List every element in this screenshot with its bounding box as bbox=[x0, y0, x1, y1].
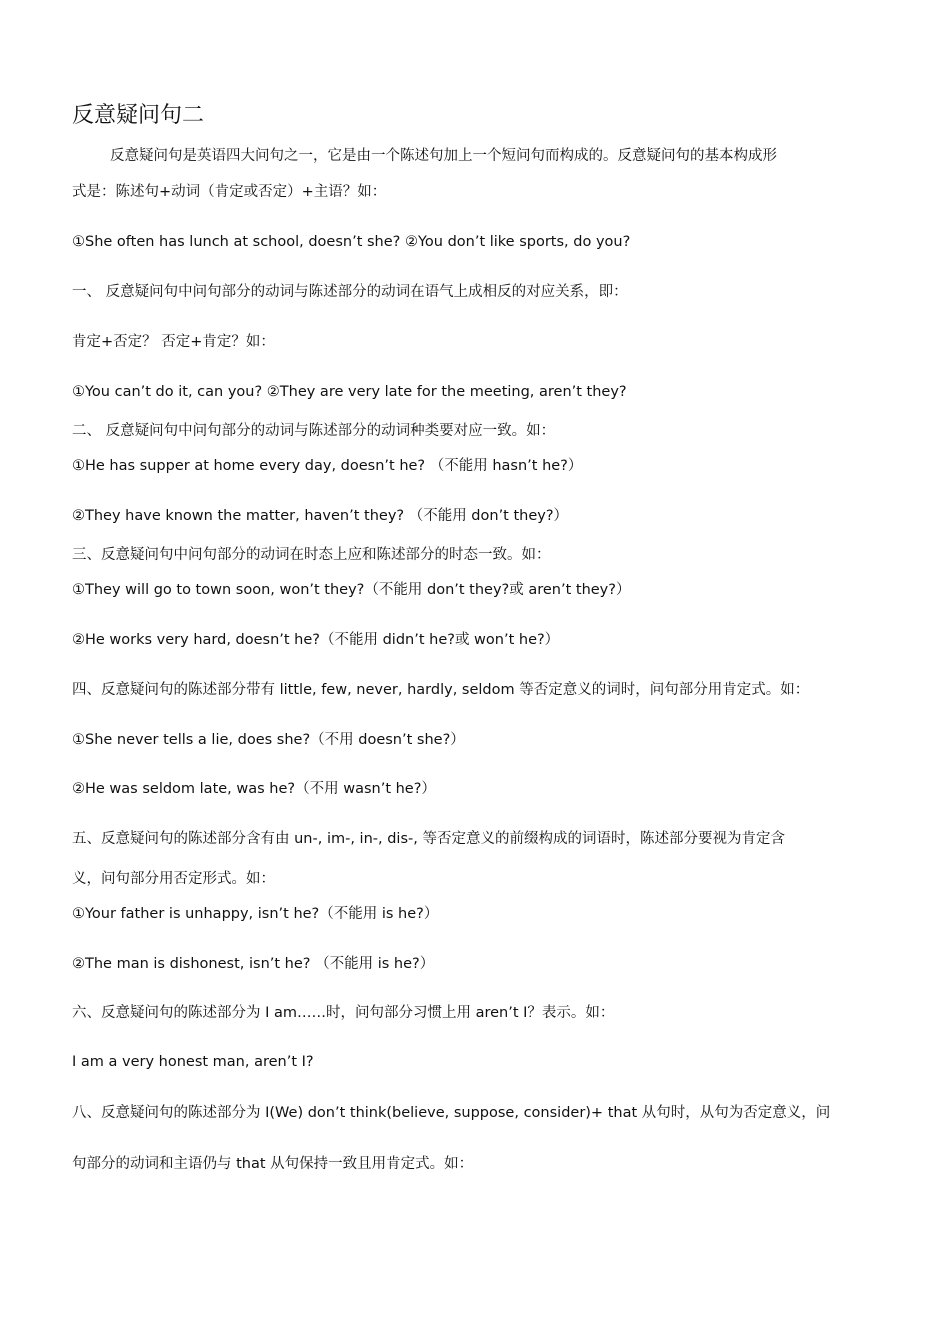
section-3-example-1: ①They will go to town soon, won’t they?（不能用 don’t they?或 aren’t they?） bbox=[72, 582, 631, 598]
intro-paragraph-line-1: 反意疑问句是英语四大问句之一，它是由一个陈述句加上一个短问句而构成的。反意疑问句的基本构成形 bbox=[110, 148, 777, 164]
section-5-example-2: ②The man is dishonest, isn’t he? （不能用 is he?） bbox=[72, 956, 435, 972]
intro-paragraph-line-2: 式是：陈述句+动词（肯定或否定）+主语？如： bbox=[72, 184, 387, 200]
section-8-heading-line-1: 八、反意疑问句的陈述部分为 I(We) don’t think(believe, suppose, consider)+ that 从句时，从句为否定意义，问 bbox=[72, 1105, 831, 1121]
section-1-rule: 肯定+否定？ 否定+肯定？如： bbox=[72, 334, 275, 350]
section-5-example-1: ①Your father is unhappy, isn’t he?（不能用 is he?） bbox=[72, 906, 439, 922]
section-4-example-2: ②He was seldom late, was he?（不用 wasn’t he?） bbox=[72, 781, 436, 797]
section-5-heading-line-2: 义，问句部分用否定形式。如： bbox=[72, 871, 275, 887]
section-1-heading: 一、 反意疑问句中问句部分的动词与陈述部分的动词在语气上成相反的对应关系，即： bbox=[72, 284, 628, 300]
section-2-heading: 二、 反意疑问句中问句部分的动词与陈述部分的动词种类要对应一致。如： bbox=[72, 423, 556, 439]
section-4-heading: 四、反意疑问句的陈述部分带有 little, few, never, hardly, seldom 等否定意义的词时，问句部分用肯定式。如： bbox=[72, 682, 810, 698]
section-3-heading: 三、反意疑问句中问句部分的动词在时态上应和陈述部分的时态一致。如： bbox=[72, 547, 551, 563]
section-3-example-2: ②He works very hard, doesn’t he?（不能用 didn’t he?或 won’t he?） bbox=[72, 632, 560, 648]
section-2-example-2: ②They have known the matter, haven’t they? （不能用 don’t they?） bbox=[72, 508, 569, 524]
section-2-example-1: ①He has supper at home every day, doesn’t he? （不能用 hasn’t he?） bbox=[72, 458, 583, 474]
intro-example: ①She often has lunch at school, doesn’t she? ②You don’t like sports, do you? bbox=[72, 234, 631, 250]
page-title: 反意疑问句二 bbox=[72, 103, 205, 128]
section-6-heading: 六、反意疑问句的陈述部分为 I am……时，问句部分习惯上用 aren’t I？表示。如： bbox=[72, 1005, 615, 1021]
section-8-heading-line-2: 句部分的动词和主语仍与 that 从句保持一致且用肯定式。如： bbox=[72, 1156, 474, 1172]
section-1-example: ①You can’t do it, can you? ②They are very late for the meeting, aren’t they? bbox=[72, 384, 627, 400]
section-5-heading-line-1: 五、反意疑问句的陈述部分含有由 un-, im-, in-, dis-, 等否定意义的前缀构成的词语时，陈述部分要视为肯定含 bbox=[72, 831, 785, 847]
section-4-example-1: ①She never tells a lie, does she?（不用 doesn’t she?） bbox=[72, 732, 465, 748]
section-6-example: I am a very honest man, aren’t I? bbox=[72, 1054, 314, 1070]
